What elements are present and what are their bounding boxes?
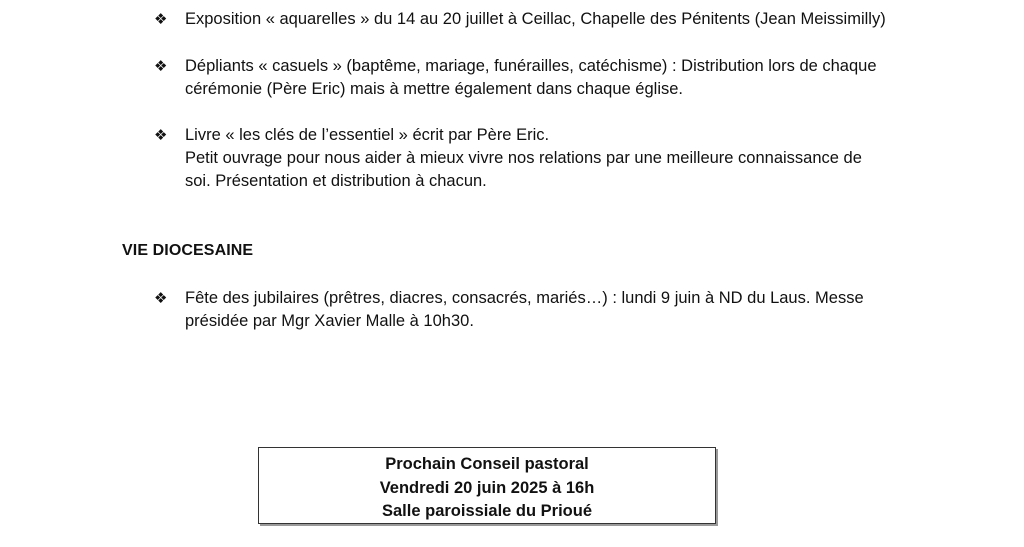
list-item-text [185,55,904,101]
council-title: Prochain Conseil pastoral [385,455,589,473]
next-council-box [258,447,716,524]
diamond-bullet-icon: ❖ [154,127,168,144]
text-line: Livre « les clés de l’essentiel » écrit par Père Eric. [185,126,550,144]
text-line: présidée par Mgr Xavier Malle à 10h30. [185,312,474,330]
council-place: Salle paroissiale du Prioué [382,502,592,520]
list-item-text [185,8,904,31]
section-heading: VIE DIOCESAINE [122,242,254,259]
list-item-text [185,287,904,333]
list-item-depliants [154,55,904,101]
text-line: Petit ouvrage pour nous aider à mieux vivre nos relations par une meilleure connaissance de [185,149,862,167]
list-item-text [185,124,904,193]
list-item-livre [154,124,904,193]
list-item-exposition [154,8,904,31]
text-line: Dépliants « casuels » (baptême, mariage, funérailles, catéchisme) : Distribution lors de chaque [185,57,877,75]
list-item-jubilaires [154,287,904,333]
text-line: cérémonie (Père Eric) mais à mettre également dans chaque église. [185,80,683,98]
diamond-bullet-icon: ❖ [154,58,168,75]
text-line: soi. Présentation et distribution à chacun. [185,172,487,190]
council-date: Vendredi 20 juin 2025 à 16h [379,478,595,497]
text-line: Fête des jubilaires (prêtres, diacres, consacrés, mariés…) : lundi 9 juin à ND du Laus. Messe [185,289,864,307]
text-line: Exposition « aquarelles » du 14 au 20 juillet à Ceillac, Chapelle des Pénitents (Jean Meissimilly) [185,10,886,28]
diamond-bullet-icon: ❖ [154,290,168,307]
diamond-bullet-icon: ❖ [154,11,168,28]
